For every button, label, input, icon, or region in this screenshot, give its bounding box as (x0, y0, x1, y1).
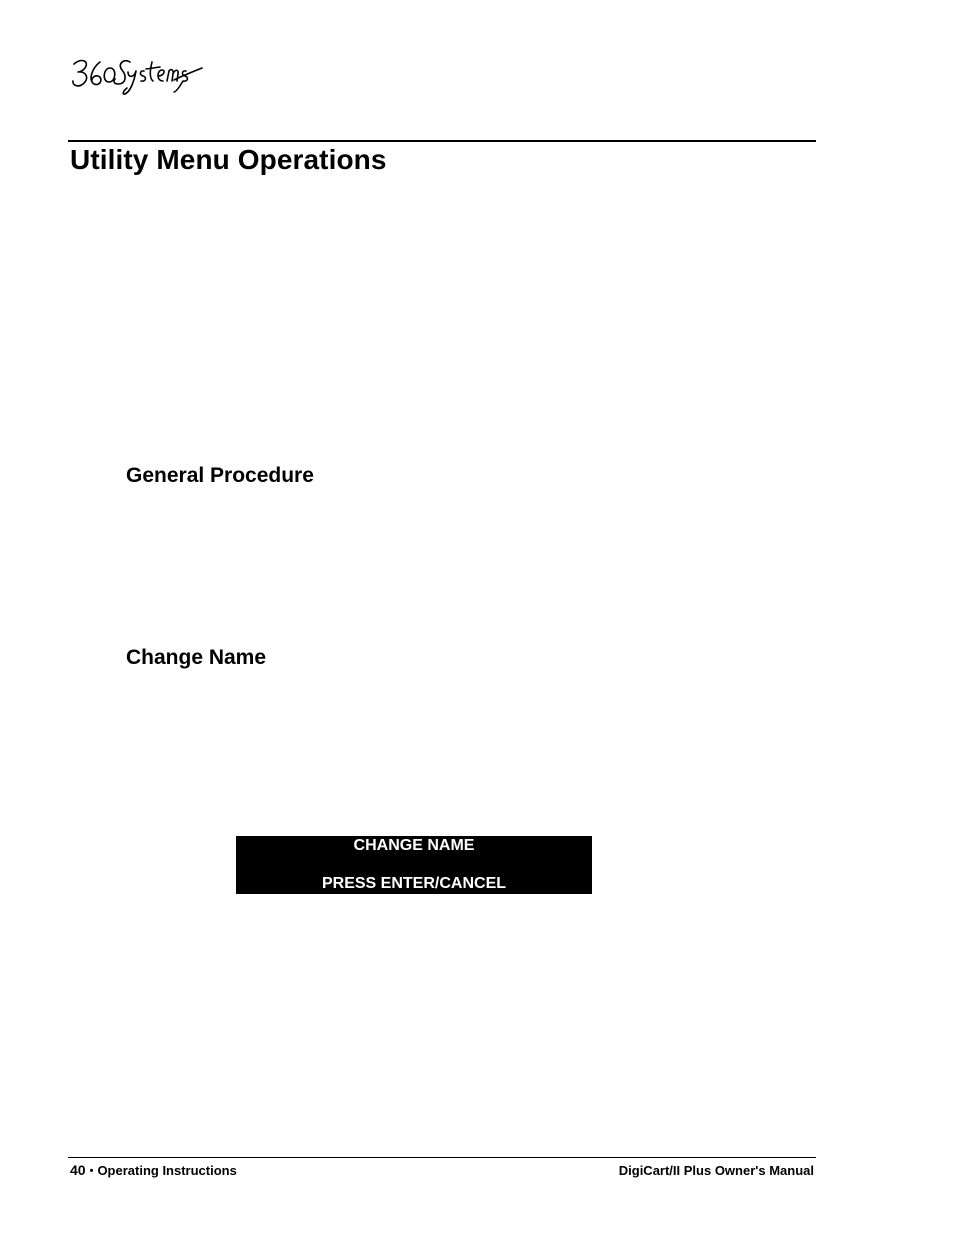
page-number: 40 (70, 1162, 86, 1178)
header-rule (68, 140, 816, 142)
section-heading-change-name: Change Name (126, 646, 267, 669)
company-logo (70, 54, 204, 98)
lcd-line-1: CHANGE NAME (353, 837, 475, 854)
section-heading-general-procedure: General Procedure (126, 464, 314, 487)
signature-logo-icon (70, 54, 204, 98)
lcd-line-2: PRESS ENTER/CANCEL (321, 875, 507, 892)
footer-manual-title: DigiCart/II Plus Owner's Manual (618, 1163, 814, 1178)
page-title: Utility Menu Operations (70, 144, 387, 175)
footer-section-name: Operating Instructions (97, 1163, 237, 1178)
lcd-display (236, 836, 592, 894)
footer-left (70, 1161, 237, 1180)
bullet-icon: • (89, 1165, 94, 1177)
footer-rule (68, 1157, 816, 1158)
